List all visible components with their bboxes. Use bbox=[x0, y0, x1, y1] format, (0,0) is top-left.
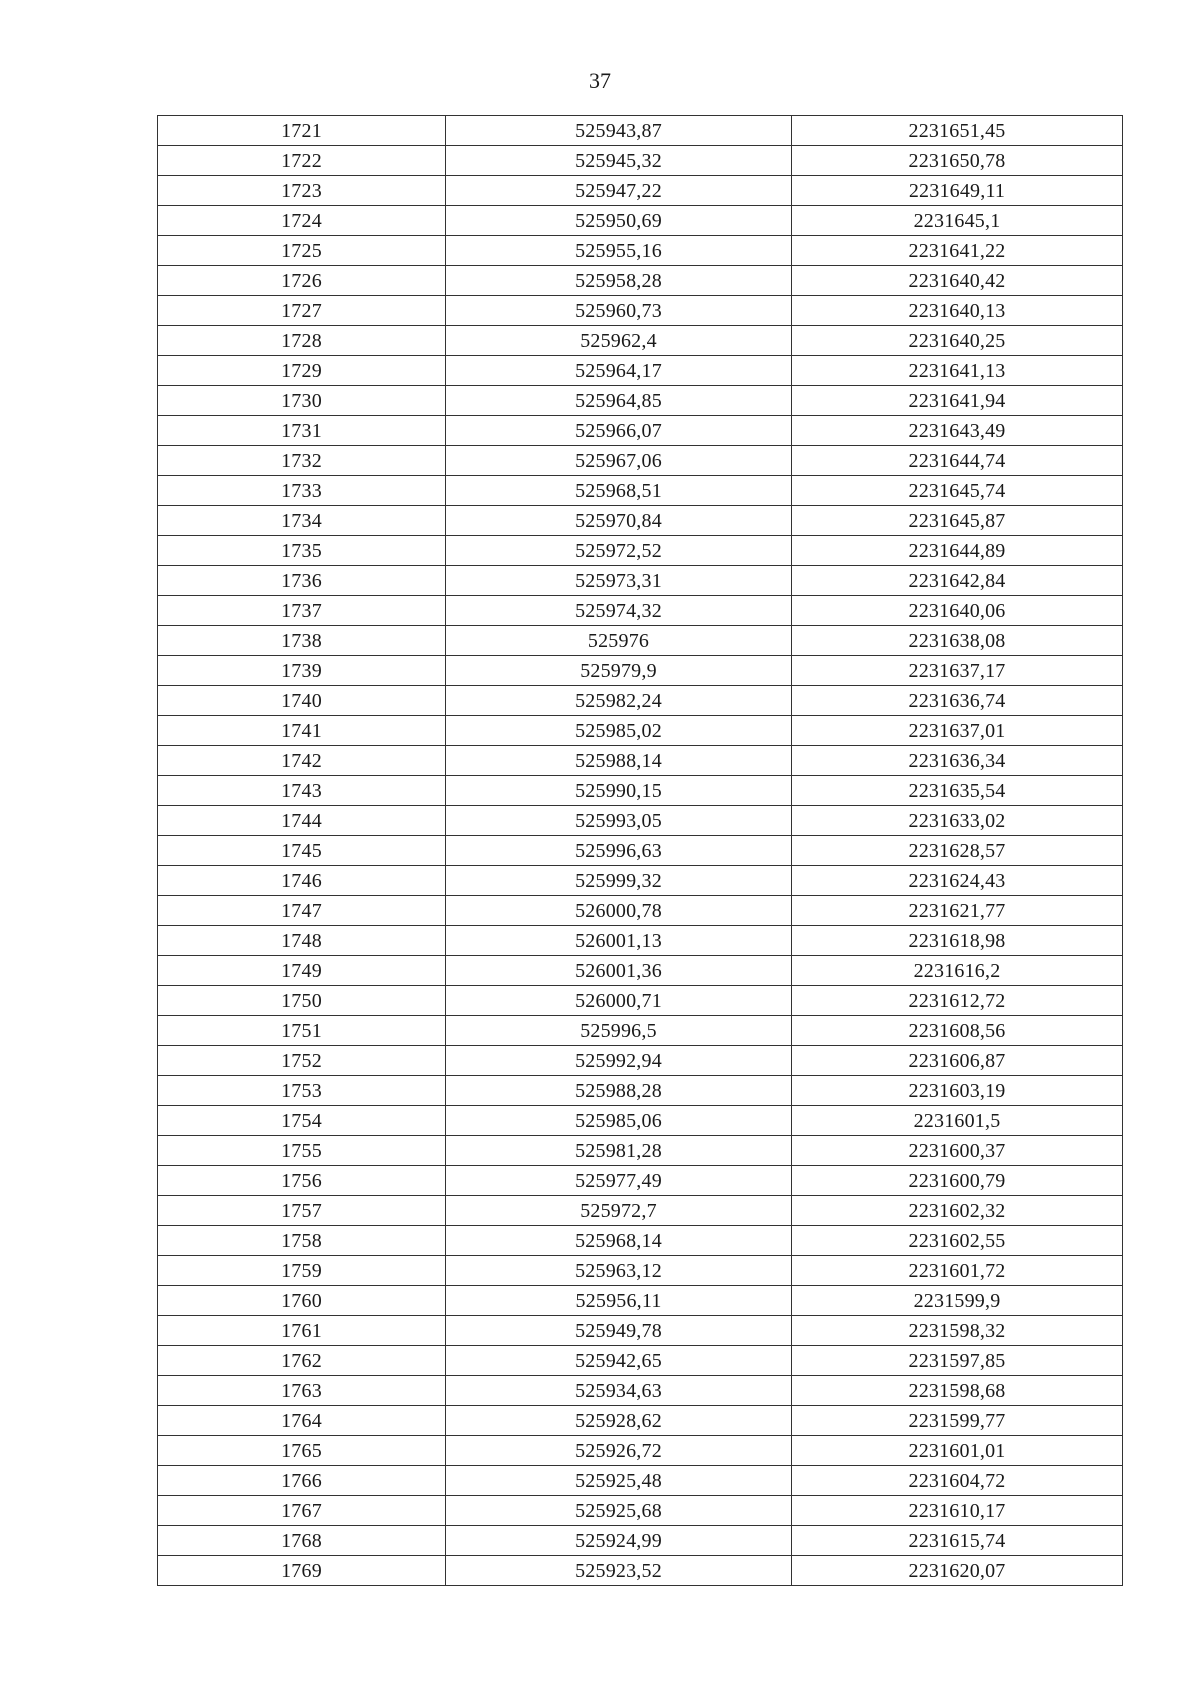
point-number-cell: 1726 bbox=[158, 266, 446, 296]
x-coordinate-cell: 526001,13 bbox=[446, 926, 792, 956]
table-row bbox=[158, 866, 1123, 896]
table-row bbox=[158, 1556, 1123, 1586]
y-coordinate-cell: 2231645,74 bbox=[792, 476, 1123, 506]
x-coordinate-cell: 525950,69 bbox=[446, 206, 792, 236]
point-number-cell: 1768 bbox=[158, 1526, 446, 1556]
y-coordinate-cell: 2231641,94 bbox=[792, 386, 1123, 416]
y-coordinate-cell: 2231598,32 bbox=[792, 1316, 1123, 1346]
table-row bbox=[158, 1346, 1123, 1376]
x-coordinate-cell: 525992,94 bbox=[446, 1046, 792, 1076]
y-coordinate-cell: 2231602,32 bbox=[792, 1196, 1123, 1226]
point-number-cell: 1750 bbox=[158, 986, 446, 1016]
point-number-cell: 1732 bbox=[158, 446, 446, 476]
point-number-cell: 1748 bbox=[158, 926, 446, 956]
table-row bbox=[158, 1046, 1123, 1076]
y-coordinate-cell: 2231610,17 bbox=[792, 1496, 1123, 1526]
x-coordinate-cell: 525924,99 bbox=[446, 1526, 792, 1556]
table-row bbox=[158, 1526, 1123, 1556]
point-number-cell: 1756 bbox=[158, 1166, 446, 1196]
point-number-cell: 1731 bbox=[158, 416, 446, 446]
point-number-cell: 1757 bbox=[158, 1196, 446, 1226]
table-row bbox=[158, 1226, 1123, 1256]
x-coordinate-cell: 525982,24 bbox=[446, 686, 792, 716]
y-coordinate-cell: 2231643,49 bbox=[792, 416, 1123, 446]
point-number-cell: 1763 bbox=[158, 1376, 446, 1406]
x-coordinate-cell: 525974,32 bbox=[446, 596, 792, 626]
x-coordinate-cell: 525925,48 bbox=[446, 1466, 792, 1496]
y-coordinate-cell: 2231649,11 bbox=[792, 176, 1123, 206]
point-number-cell: 1761 bbox=[158, 1316, 446, 1346]
table-row bbox=[158, 296, 1123, 326]
point-number-cell: 1729 bbox=[158, 356, 446, 386]
table-row bbox=[158, 896, 1123, 926]
y-coordinate-cell: 2231640,13 bbox=[792, 296, 1123, 326]
x-coordinate-cell: 525993,05 bbox=[446, 806, 792, 836]
point-number-cell: 1765 bbox=[158, 1436, 446, 1466]
point-number-cell: 1724 bbox=[158, 206, 446, 236]
y-coordinate-cell: 2231645,1 bbox=[792, 206, 1123, 236]
x-coordinate-cell: 525943,87 bbox=[446, 116, 792, 146]
y-coordinate-cell: 2231615,74 bbox=[792, 1526, 1123, 1556]
table-row bbox=[158, 236, 1123, 266]
point-number-cell: 1738 bbox=[158, 626, 446, 656]
x-coordinate-cell: 525962,4 bbox=[446, 326, 792, 356]
point-number-cell: 1735 bbox=[158, 536, 446, 566]
y-coordinate-cell: 2231604,72 bbox=[792, 1466, 1123, 1496]
y-coordinate-cell: 2231616,2 bbox=[792, 956, 1123, 986]
x-coordinate-cell: 525945,32 bbox=[446, 146, 792, 176]
x-coordinate-cell: 525956,11 bbox=[446, 1286, 792, 1316]
point-number-cell: 1767 bbox=[158, 1496, 446, 1526]
table-row bbox=[158, 806, 1123, 836]
x-coordinate-cell: 525967,06 bbox=[446, 446, 792, 476]
y-coordinate-cell: 2231624,43 bbox=[792, 866, 1123, 896]
y-coordinate-cell: 2231621,77 bbox=[792, 896, 1123, 926]
table-row bbox=[158, 686, 1123, 716]
y-coordinate-cell: 2231598,68 bbox=[792, 1376, 1123, 1406]
x-coordinate-cell: 525988,28 bbox=[446, 1076, 792, 1106]
point-number-cell: 1747 bbox=[158, 896, 446, 926]
table-row bbox=[158, 1106, 1123, 1136]
point-number-cell: 1766 bbox=[158, 1466, 446, 1496]
y-coordinate-cell: 2231602,55 bbox=[792, 1226, 1123, 1256]
table-row bbox=[158, 776, 1123, 806]
x-coordinate-cell: 525942,65 bbox=[446, 1346, 792, 1376]
point-number-cell: 1759 bbox=[158, 1256, 446, 1286]
table-row bbox=[158, 746, 1123, 776]
table-row bbox=[158, 1166, 1123, 1196]
table-row bbox=[158, 716, 1123, 746]
y-coordinate-cell: 2231640,06 bbox=[792, 596, 1123, 626]
point-number-cell: 1728 bbox=[158, 326, 446, 356]
y-coordinate-cell: 2231641,13 bbox=[792, 356, 1123, 386]
table-row bbox=[158, 986, 1123, 1016]
y-coordinate-cell: 2231637,17 bbox=[792, 656, 1123, 686]
x-coordinate-cell: 526000,78 bbox=[446, 896, 792, 926]
x-coordinate-cell: 525973,31 bbox=[446, 566, 792, 596]
point-number-cell: 1753 bbox=[158, 1076, 446, 1106]
point-number-cell: 1722 bbox=[158, 146, 446, 176]
y-coordinate-cell: 2231640,42 bbox=[792, 266, 1123, 296]
table-row bbox=[158, 1406, 1123, 1436]
point-number-cell: 1749 bbox=[158, 956, 446, 986]
table-row bbox=[158, 326, 1123, 356]
table-row bbox=[158, 1016, 1123, 1046]
table-row bbox=[158, 596, 1123, 626]
point-number-cell: 1739 bbox=[158, 656, 446, 686]
table-row bbox=[158, 1436, 1123, 1466]
point-number-cell: 1762 bbox=[158, 1346, 446, 1376]
y-coordinate-cell: 2231640,25 bbox=[792, 326, 1123, 356]
point-number-cell: 1769 bbox=[158, 1556, 446, 1586]
point-number-cell: 1741 bbox=[158, 716, 446, 746]
y-coordinate-cell: 2231638,08 bbox=[792, 626, 1123, 656]
x-coordinate-cell: 526001,36 bbox=[446, 956, 792, 986]
y-coordinate-cell: 2231599,9 bbox=[792, 1286, 1123, 1316]
x-coordinate-cell: 525979,9 bbox=[446, 656, 792, 686]
x-coordinate-cell: 525972,52 bbox=[446, 536, 792, 566]
x-coordinate-cell: 525968,14 bbox=[446, 1226, 792, 1256]
point-number-cell: 1745 bbox=[158, 836, 446, 866]
x-coordinate-cell: 526000,71 bbox=[446, 986, 792, 1016]
point-number-cell: 1742 bbox=[158, 746, 446, 776]
x-coordinate-cell: 525923,52 bbox=[446, 1556, 792, 1586]
table-row bbox=[158, 626, 1123, 656]
table-row bbox=[158, 356, 1123, 386]
x-coordinate-cell: 525996,5 bbox=[446, 1016, 792, 1046]
y-coordinate-cell: 2231601,01 bbox=[792, 1436, 1123, 1466]
x-coordinate-cell: 525960,73 bbox=[446, 296, 792, 326]
x-coordinate-cell: 525955,16 bbox=[446, 236, 792, 266]
y-coordinate-cell: 2231635,54 bbox=[792, 776, 1123, 806]
table-row bbox=[158, 536, 1123, 566]
x-coordinate-cell: 525985,06 bbox=[446, 1106, 792, 1136]
page-number: 37 bbox=[589, 68, 611, 93]
table-row bbox=[158, 1256, 1123, 1286]
x-coordinate-cell: 525963,12 bbox=[446, 1256, 792, 1286]
x-coordinate-cell: 525968,51 bbox=[446, 476, 792, 506]
x-coordinate-cell: 525996,63 bbox=[446, 836, 792, 866]
y-coordinate-cell: 2231628,57 bbox=[792, 836, 1123, 866]
table-row bbox=[158, 206, 1123, 236]
point-number-cell: 1754 bbox=[158, 1106, 446, 1136]
x-coordinate-cell: 525949,78 bbox=[446, 1316, 792, 1346]
y-coordinate-cell: 2231633,02 bbox=[792, 806, 1123, 836]
table-row bbox=[158, 476, 1123, 506]
x-coordinate-cell: 525976 bbox=[446, 626, 792, 656]
point-number-cell: 1737 bbox=[158, 596, 446, 626]
x-coordinate-cell: 525964,85 bbox=[446, 386, 792, 416]
y-coordinate-cell: 2231650,78 bbox=[792, 146, 1123, 176]
y-coordinate-cell: 2231618,98 bbox=[792, 926, 1123, 956]
point-number-cell: 1760 bbox=[158, 1286, 446, 1316]
x-coordinate-cell: 525990,15 bbox=[446, 776, 792, 806]
table-row bbox=[158, 656, 1123, 686]
x-coordinate-cell: 525958,28 bbox=[446, 266, 792, 296]
point-number-cell: 1723 bbox=[158, 176, 446, 206]
point-number-cell: 1764 bbox=[158, 1406, 446, 1436]
y-coordinate-cell: 2231636,74 bbox=[792, 686, 1123, 716]
y-coordinate-cell: 2231606,87 bbox=[792, 1046, 1123, 1076]
table-row bbox=[158, 926, 1123, 956]
x-coordinate-cell: 525964,17 bbox=[446, 356, 792, 386]
y-coordinate-cell: 2231600,79 bbox=[792, 1166, 1123, 1196]
x-coordinate-cell: 525947,22 bbox=[446, 176, 792, 206]
table-row bbox=[158, 1466, 1123, 1496]
point-number-cell: 1751 bbox=[158, 1016, 446, 1046]
point-number-cell: 1743 bbox=[158, 776, 446, 806]
point-number-cell: 1752 bbox=[158, 1046, 446, 1076]
y-coordinate-cell: 2231644,74 bbox=[792, 446, 1123, 476]
y-coordinate-cell: 2231612,72 bbox=[792, 986, 1123, 1016]
table-row bbox=[158, 1196, 1123, 1226]
x-coordinate-cell: 525966,07 bbox=[446, 416, 792, 446]
table-row bbox=[158, 1496, 1123, 1526]
table-row bbox=[158, 146, 1123, 176]
y-coordinate-cell: 2231600,37 bbox=[792, 1136, 1123, 1166]
point-number-cell: 1740 bbox=[158, 686, 446, 716]
x-coordinate-cell: 525981,28 bbox=[446, 1136, 792, 1166]
table-row bbox=[158, 416, 1123, 446]
point-number-cell: 1727 bbox=[158, 296, 446, 326]
y-coordinate-cell: 2231641,22 bbox=[792, 236, 1123, 266]
point-number-cell: 1758 bbox=[158, 1226, 446, 1256]
table-row bbox=[158, 836, 1123, 866]
y-coordinate-cell: 2231608,56 bbox=[792, 1016, 1123, 1046]
x-coordinate-cell: 525934,63 bbox=[446, 1376, 792, 1406]
y-coordinate-cell: 2231651,45 bbox=[792, 116, 1123, 146]
y-coordinate-cell: 2231645,87 bbox=[792, 506, 1123, 536]
y-coordinate-cell: 2231601,72 bbox=[792, 1256, 1123, 1286]
table-row bbox=[158, 956, 1123, 986]
y-coordinate-cell: 2231637,01 bbox=[792, 716, 1123, 746]
table-row bbox=[158, 1136, 1123, 1166]
y-coordinate-cell: 2231644,89 bbox=[792, 536, 1123, 566]
table-row bbox=[158, 386, 1123, 416]
y-coordinate-cell: 2231597,85 bbox=[792, 1346, 1123, 1376]
point-number-cell: 1746 bbox=[158, 866, 446, 896]
table-row bbox=[158, 506, 1123, 536]
table-row bbox=[158, 566, 1123, 596]
x-coordinate-cell: 525928,62 bbox=[446, 1406, 792, 1436]
point-number-cell: 1730 bbox=[158, 386, 446, 416]
point-number-cell: 1736 bbox=[158, 566, 446, 596]
coordinates-table-body bbox=[158, 116, 1123, 1586]
table-row bbox=[158, 116, 1123, 146]
y-coordinate-cell: 2231599,77 bbox=[792, 1406, 1123, 1436]
point-number-cell: 1744 bbox=[158, 806, 446, 836]
table-row bbox=[158, 446, 1123, 476]
point-number-cell: 1733 bbox=[158, 476, 446, 506]
table-row bbox=[158, 1286, 1123, 1316]
point-number-cell: 1721 bbox=[158, 116, 446, 146]
x-coordinate-cell: 525999,32 bbox=[446, 866, 792, 896]
x-coordinate-cell: 525970,84 bbox=[446, 506, 792, 536]
x-coordinate-cell: 525926,72 bbox=[446, 1436, 792, 1466]
y-coordinate-cell: 2231642,84 bbox=[792, 566, 1123, 596]
x-coordinate-cell: 525977,49 bbox=[446, 1166, 792, 1196]
table-row bbox=[158, 1076, 1123, 1106]
table-row bbox=[158, 266, 1123, 296]
x-coordinate-cell: 525985,02 bbox=[446, 716, 792, 746]
x-coordinate-cell: 525972,7 bbox=[446, 1196, 792, 1226]
coordinates-table bbox=[157, 115, 1123, 1586]
point-number-cell: 1755 bbox=[158, 1136, 446, 1166]
table-row bbox=[158, 1376, 1123, 1406]
point-number-cell: 1734 bbox=[158, 506, 446, 536]
y-coordinate-cell: 2231601,5 bbox=[792, 1106, 1123, 1136]
y-coordinate-cell: 2231603,19 bbox=[792, 1076, 1123, 1106]
table-row bbox=[158, 1316, 1123, 1346]
point-number-cell: 1725 bbox=[158, 236, 446, 266]
y-coordinate-cell: 2231620,07 bbox=[792, 1556, 1123, 1586]
y-coordinate-cell: 2231636,34 bbox=[792, 746, 1123, 776]
x-coordinate-cell: 525925,68 bbox=[446, 1496, 792, 1526]
x-coordinate-cell: 525988,14 bbox=[446, 746, 792, 776]
table-row bbox=[158, 176, 1123, 206]
